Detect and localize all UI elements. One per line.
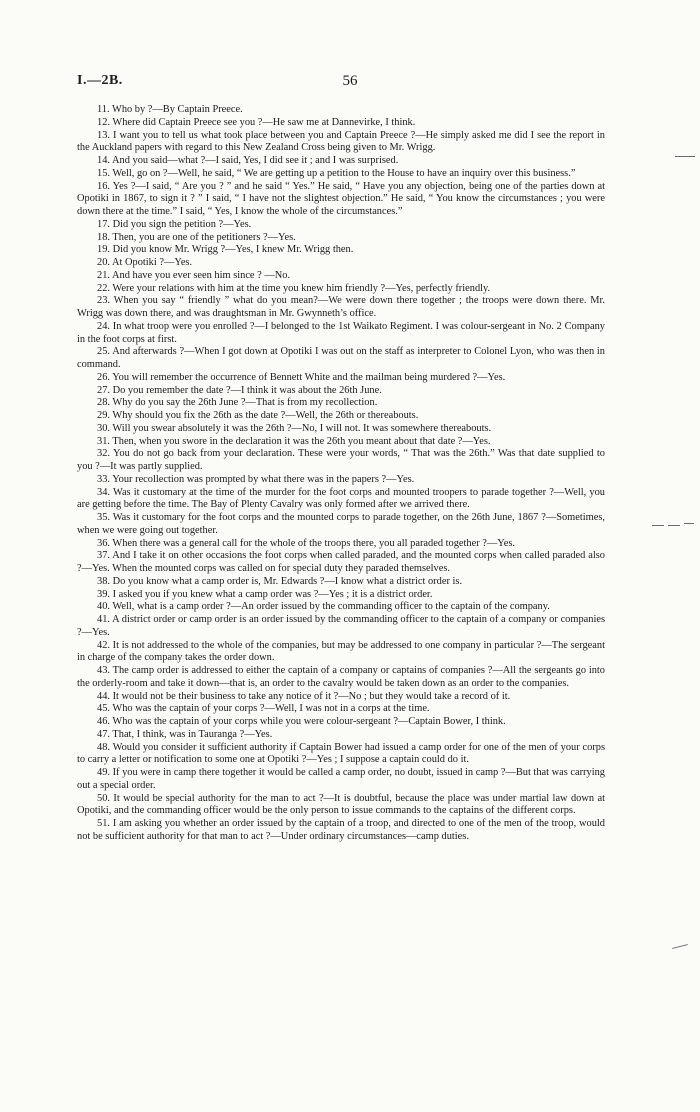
paragraph: 41. A district order or camp order is an order issued by the commanding officer to the captain of a company or companies ?—Yes. — [77, 614, 605, 638]
page-header — [0, 73, 700, 93]
paragraph: 40. Well, what is a camp order ?—An order issued by the commanding officer to the captain of the company. — [97, 601, 550, 613]
paragraph: 25. And afterwards ?—When I got down at Opotiki I was out on the staff as interpreter to Colonel Lyon, who was then in command. — [77, 346, 605, 370]
margin-mark — [675, 156, 695, 157]
paragraph: 37. And I take it on other occasions the foot corps when called paraded, and the mounted corps when called paraded also ?—Yes. When the mounted corps was called on for special duty they paraded themselves. — [77, 550, 605, 574]
paragraph: 42. It is not addressed to the whole of the companies, but may be addressed to one company in particular ?—The sergeant in charge of the company takes the order down. — [77, 639, 605, 664]
paragraph: 29. Why should you fix the 26th as the date ?—Well, the 26th or thereabouts. — [97, 410, 419, 421]
paragraph: 38. Do you know what a camp order is, Mr. Edwards ?—I know what a district order is. — [97, 575, 463, 587]
paragraph: 50. It would be special authority for the man to act ?—It is doubtful, because the place was under martial law down at Opotiki, and the commanding officer would be the only person to issue commands to the captains of the different corps. — [77, 792, 605, 817]
paragraph: 28. Why do you say the 26th June ?—That is from my recollection. — [97, 397, 378, 409]
margin-mark — [668, 525, 680, 526]
paragraph: 17. Did you sign the petition ?—Yes. — [97, 218, 252, 230]
paragraph: 48. Would you consider it sufficient authority if Captain Bower had issued a camp order for one of the men of your corps to carry a letter or notification to some one at Opotiki ?—Yes ; I suppose a captain could do it. — [77, 741, 605, 766]
paragraph: 39. I asked you if you knew what a camp order was ?—Yes ; it is a district order. — [97, 588, 433, 600]
paragraph: 12. Where did Captain Preece see you ?—He saw me at Dannevirke, I think. — [97, 116, 416, 128]
paragraph: 23. When you say “ friendly ” what do you mean?—We were down there together ; the troops were down there. Mr. Wrigg was down there, and was draughtsman in Mr. Gwynneth’s office. — [77, 295, 605, 319]
paragraph: 31. Then, when you swore in the declaration it was the 26th you meant about that date ?—Yes. — [97, 435, 491, 447]
paragraph: 14. And you said—what ?—I said, Yes, I did see it ; and I was surprised. — [97, 155, 399, 166]
paragraph: 51. I am asking you whether an order issued by the captain of a troop, and directed to one of the men of the troop, would not be sufficient authority for that man to act ?—Under ordinary circumstances—camp duties. — [77, 818, 605, 842]
paragraph: 21. And have you ever seen him since ? —No. — [97, 269, 291, 281]
paragraph: 49. If you were in camp there together it would be called a camp order, no doubt, issued in camp ?—But that was carrying out a special order. — [77, 767, 605, 791]
paragraph: 27. Do you remember the date ?—I think it was about the 26th June. — [97, 384, 382, 396]
paragraph: 33. Your recollection was prompted by what there was in the papers ?—Yes. — [97, 473, 415, 485]
paragraph: 26. You will remember the occurrence of Bennett White and the mailman being murdered ?—Yes. — [97, 371, 506, 383]
paragraph: 46. Who was the captain of your corps while you were colour-sergeant ?—Captain Bower, I think. — [97, 716, 506, 727]
paragraph: 13. I want you to tell us what took place between you and Captain Preece ?—He simply asked me did I see the report in the Auckland papers with regard to this New Zealand Cross being given to Mr. Wrigg. — [77, 129, 605, 154]
paragraph: 47. That, I think, was in Tauranga ?—Yes. — [97, 728, 273, 740]
paragraph: 30. Will you swear absolutely it was the 26th ?—No, I will not. It was somewhere thereabouts. — [97, 422, 492, 434]
document-reference: I.—2B. — [77, 73, 123, 88]
margin-mark — [684, 523, 694, 524]
paragraph: 34. Was it customary at the time of the murder for the foot corps and mounted troopers to parade together ?—Well, you are getting before the time. The Bay of Plenty Cavalry was only formed after we arrived there. — [77, 486, 605, 511]
paragraph: 22. Were your relations with him at the time you knew him friendly ?—Yes, perfectly friendly. — [97, 282, 491, 294]
paragraph: 24. In what troop were you enrolled ?—I belonged to the 1st Waikato Regiment. I was colour-sergeant in No. 2 Company in the foot corps at first. — [77, 320, 605, 345]
paragraph: 36. When there was a general call for the whole of the troops there, you all paraded together ?—Yes. — [97, 537, 515, 549]
paragraph: 18. Then, you are one of the petitioners ?—Yes. — [97, 231, 296, 243]
margin-mark — [672, 944, 688, 949]
margin-mark — [652, 525, 664, 526]
paragraph: 35. Was it customary for the foot corps and the mounted corps to parade together, on the 26th June, 1867 ?—Sometimes, when we were going out together. — [77, 512, 605, 536]
page-number: 56 — [342, 73, 358, 89]
paragraph: 15. Well, go on ?—Well, he said, “ We are getting up a petition to the House to have an inquiry over this business.” — [97, 167, 576, 179]
paragraph: 44. It would not be their business to take any notice of it ?—No ; but they would take a record of it. — [97, 690, 511, 702]
paragraph: 20. At Opotiki ?—Yes. — [97, 257, 193, 268]
paragraph: 11. Who by ?—By Captain Preece. — [97, 104, 243, 115]
paragraph: 43. The camp order is addressed to either the captain of a company or captains of companies ?—All the sergeants go into the orderly-room and take it down—that is, an order to the cavalry would be taken down as an order to the companies. — [77, 665, 605, 689]
paragraph: 45. Who was the captain of your corps ?—Well, I was not in a corps at the time. — [97, 703, 430, 715]
testimony-body — [77, 104, 605, 844]
paragraph: 32. You do not go back from your declaration. These were your words, “ That was the 26th.” Was that date supplied to you ?—It was partly supplied. — [77, 448, 605, 472]
paragraph: 19. Did you know Mr. Wrigg ?—Yes, I knew Mr. Wrigg then. — [97, 244, 354, 256]
paragraph: 16. Yes ?—I said, “ Are you ? ” and he said “ Yes.” He said, “ Have you any objection, being one of the parties down at Opotiki in 1867, to sign it ? ” I said, “ I have not the slightest objection.” He said, “ You know the circumstances ; you were down there at the time.” I said, “ Yes, I know the whole of the circumstances.” — [77, 180, 605, 217]
